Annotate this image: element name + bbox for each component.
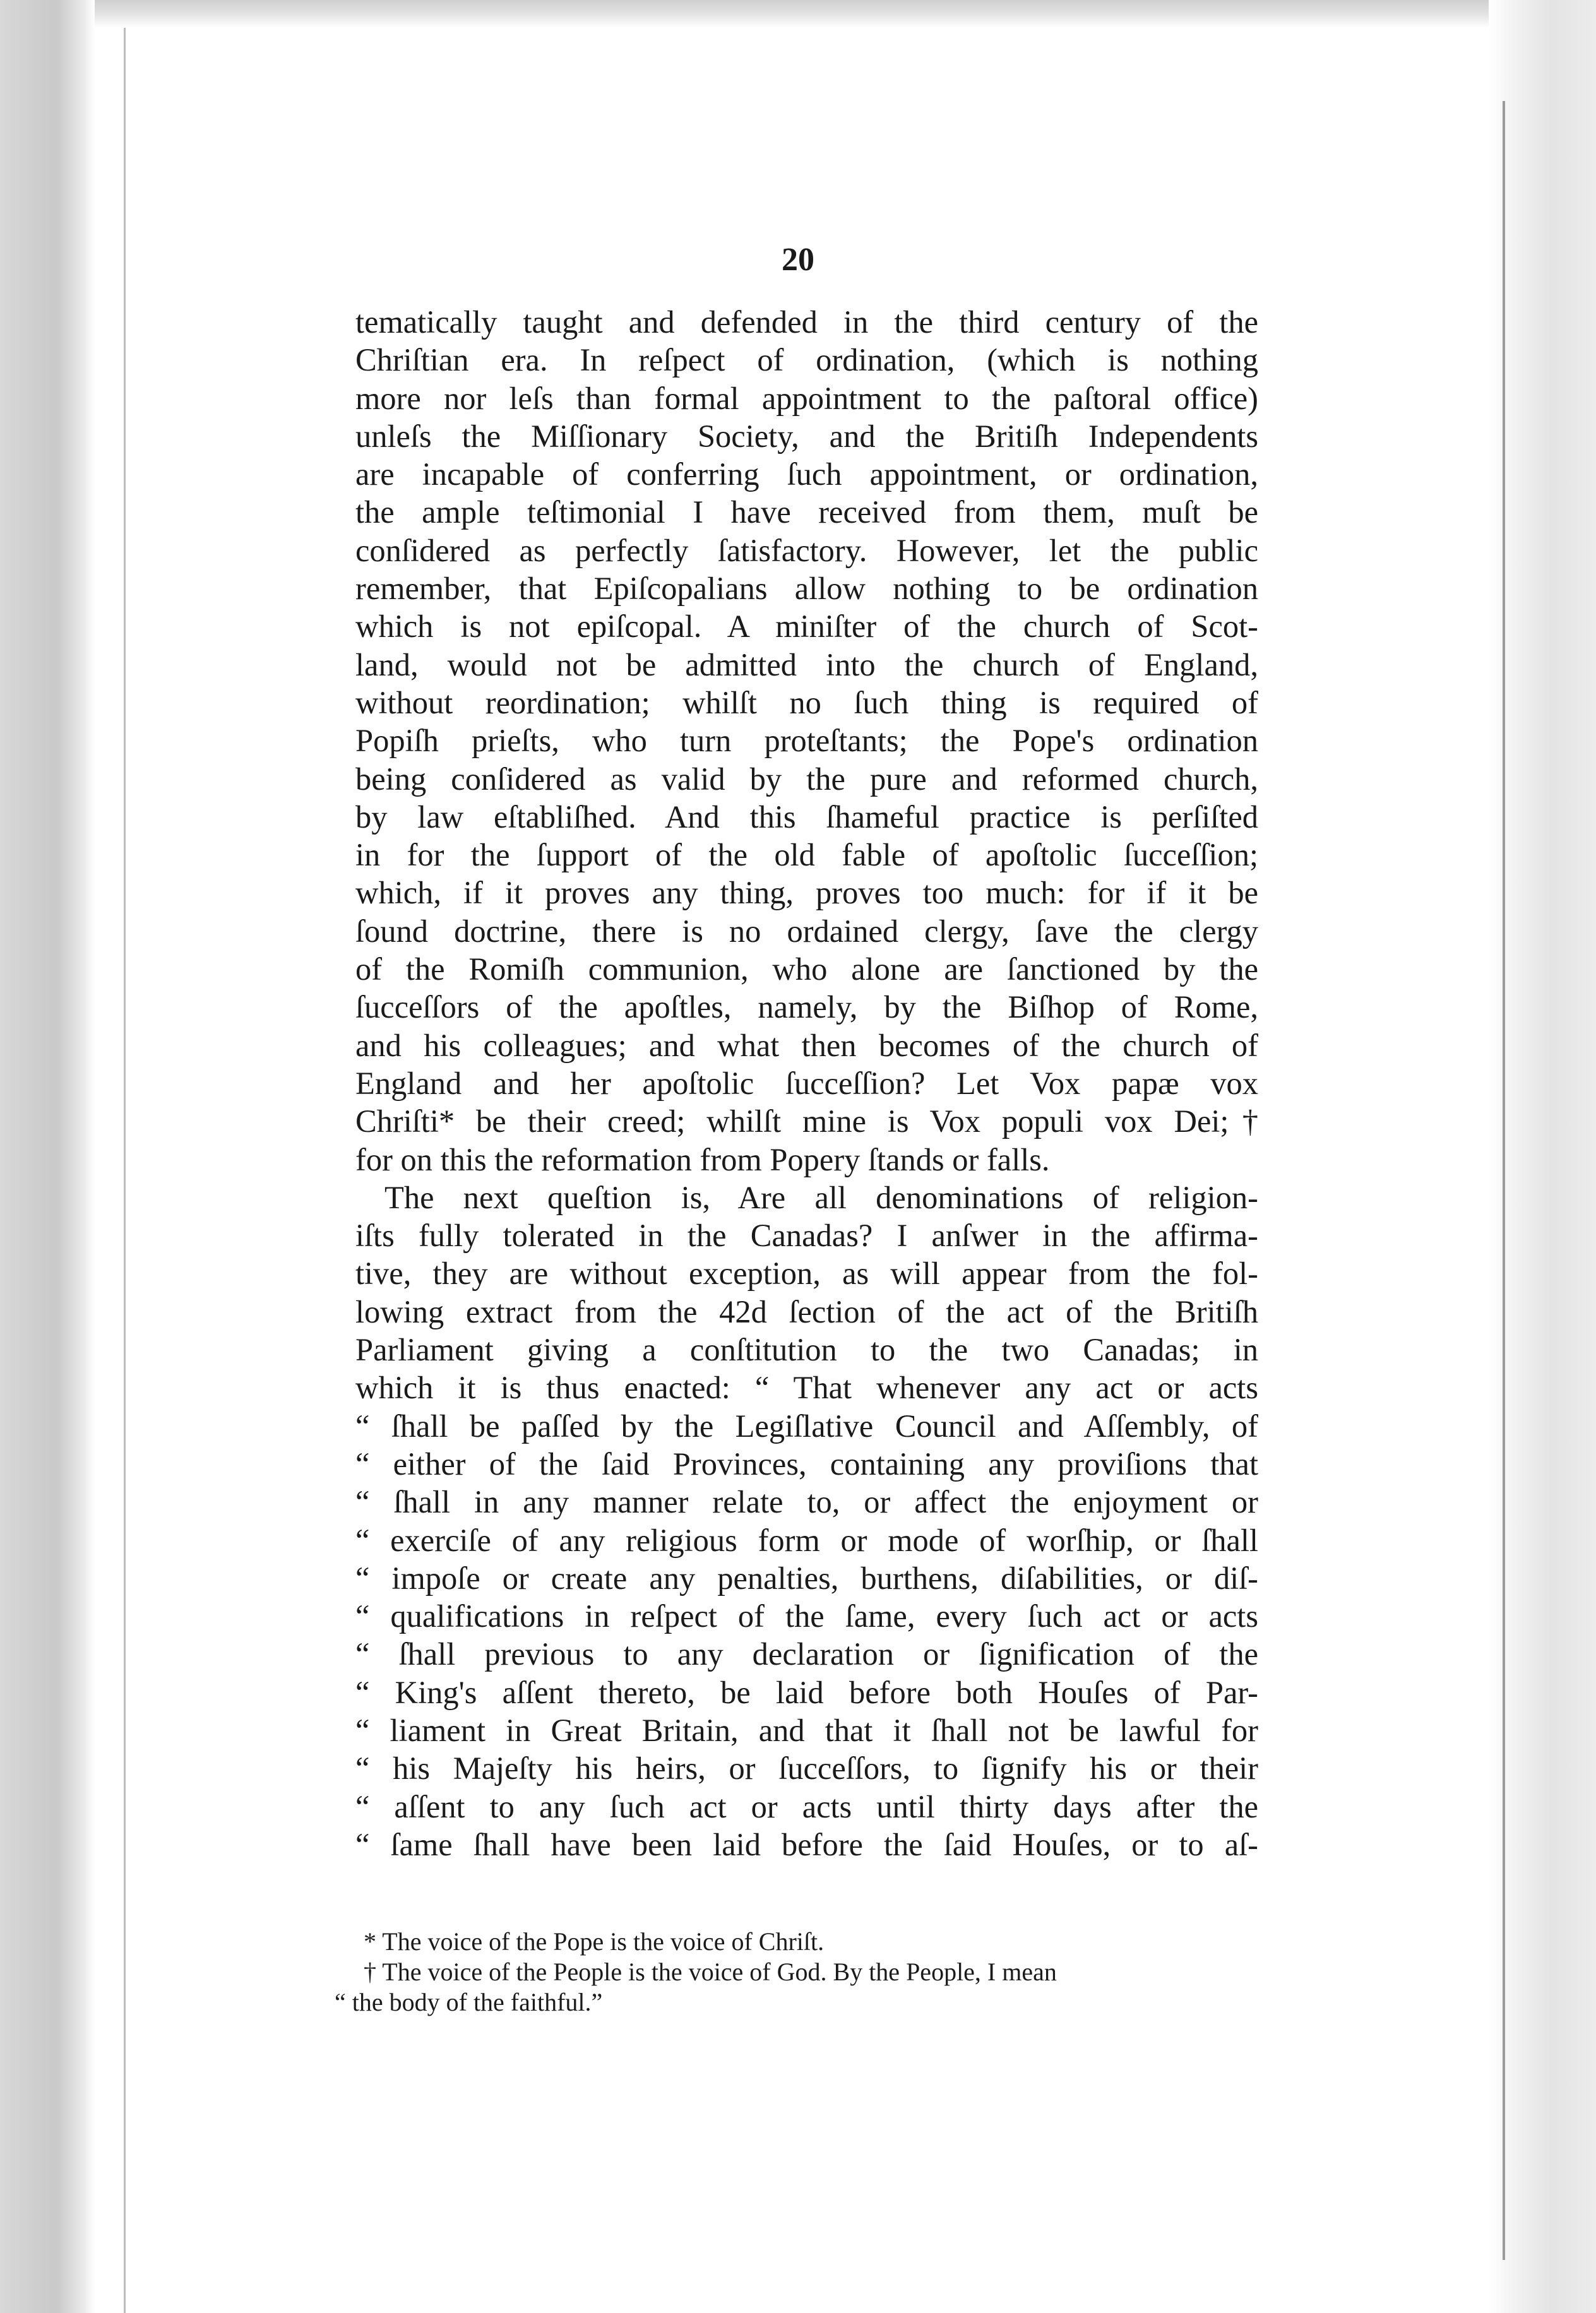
page-edge-right [1503,101,1505,2260]
text-line: for on this the reformation from Popery ſtands or falls. [355,1141,1050,1177]
text-line: tive, they are without exception, as will appear from the fol- [355,1256,1258,1292]
quote-line: “ qualifications in reſpect of the ſame, every ſuch act or acts [355,1598,1258,1634]
page-edge-left [124,0,126,2313]
quote-line: “ liament in Great Britain, and that it ſhall not be lawful for [355,1712,1258,1748]
quote-line: “ aſſent to any ſuch act or acts until thirty days after the [355,1788,1258,1824]
quote-line: “ his Majeſty his heirs, or ſucceſſors, to ſignify his or their [355,1751,1258,1787]
quote-line: “ impoſe or create any penalties, burthens, diſabilities, or diſ- [355,1560,1258,1596]
text-line: conſidered as perfectly ſatisfactory. However, let the public [355,532,1258,568]
text-line: being conſidered as valid by the pure and reformed church, [355,761,1258,797]
text-line: Popiſh prieſts, who turn proteſtants; the Pope's ordination [355,723,1258,759]
text-line: which is not epiſcopal. A miniſter of the church of Scot- [355,609,1258,645]
quote-line: “ ſhall in any manner relate to, or affect the enjoyment or [355,1484,1258,1520]
page-number: 20 [782,242,814,278]
scan-border-top [95,0,1503,28]
text-line: of the Romiſh communion, who alone are ſanctioned by the [355,951,1258,987]
text-line: ſound doctrine, there is no ordained clergy, ſave the clergy [355,913,1258,949]
text-line: which, if it proves any thing, proves too much: for if it be [355,875,1258,911]
quote-line: “ ſhall be paſſed by the Legiſlative Council and Aſſembly, of [355,1408,1258,1444]
footnote-1: * The voice of the Pope is the voice of Chriſt. [364,1927,825,1956]
text-line: by law eſtabliſhed. And this ſhameful practice is perſiſted [355,799,1258,835]
text-line: without reordination; whilſt no ſuch thing is required of [355,684,1258,720]
text-line: Chriſtian era. In reſpect of ordination, (which is nothing [355,342,1258,378]
text-line: ſucceſſors of the apoſtles, namely, by the Biſhop of Rome, [355,989,1258,1025]
text-line: land, would not be admitted into the church of England, [355,646,1258,682]
footnote-2: † The voice of the People is the voice of God. By the People, I mean [364,1958,1057,1986]
text-line: which it is thus enacted: “ That whenever any act or acts [355,1370,1258,1406]
text-line: in for the ſupport of the old fable of apoſtolic ſucceſſion; [355,837,1258,873]
quote-line: “ ſame ſhall have been laid before the ſaid Houſes, or to aſ- [355,1826,1258,1862]
text-line: England and her apoſtolic ſucceſſion? Let Vox papæ vox [355,1065,1258,1101]
footnote-2-continued: “ the body of the faithful.” [335,1988,603,2016]
text-line: tematically taught and defended in the third century of the [355,304,1258,340]
text-line: the ample teſtimonial I have received from them, muſt be [355,494,1258,530]
body-text [355,303,1258,1864]
quote-line: “ exerciſe of any religious form or mode of worſhip, or ſhall [355,1522,1258,1558]
text-line: Parliament giving a conſtitution to the two Canadas; in [355,1332,1258,1368]
text-line: The next queſtion is, Are all denominations of religion- [384,1179,1258,1215]
text-line: and his colleagues; and what then becomes of the church of [355,1027,1258,1063]
text-line: more nor leſs than formal appointment to the paſtoral office) [355,380,1258,416]
footnotes [335,1927,1247,2018]
quote-line: “ King's aſſent thereto, be laid before both Houſes of Par- [355,1674,1258,1710]
quote-line: “ ſhall previous to any declaration or ſignification of the [355,1636,1258,1672]
quote-line: “ either of the ſaid Provinces, containing any proviſions that [355,1446,1258,1482]
text-line: remember, that Epiſcopalians allow nothing to be ordination [355,571,1258,607]
scan-border-left [0,0,95,2313]
text-line: are incapable of conferring ſuch appointment, or ordination, [355,456,1258,492]
text-line: Chriſti* be their creed; whilſt mine is Vox populi vox Dei;† [355,1103,1258,1139]
text-line: unleſs the Miſſionary Society, and the Britiſh Independents [355,418,1258,454]
text-line: lowing extract from the 42d ſection of the act of the Britiſh [355,1293,1258,1329]
text-line: iſts fully tolerated in the Canadas? I anſwer in the affirma- [355,1218,1258,1254]
